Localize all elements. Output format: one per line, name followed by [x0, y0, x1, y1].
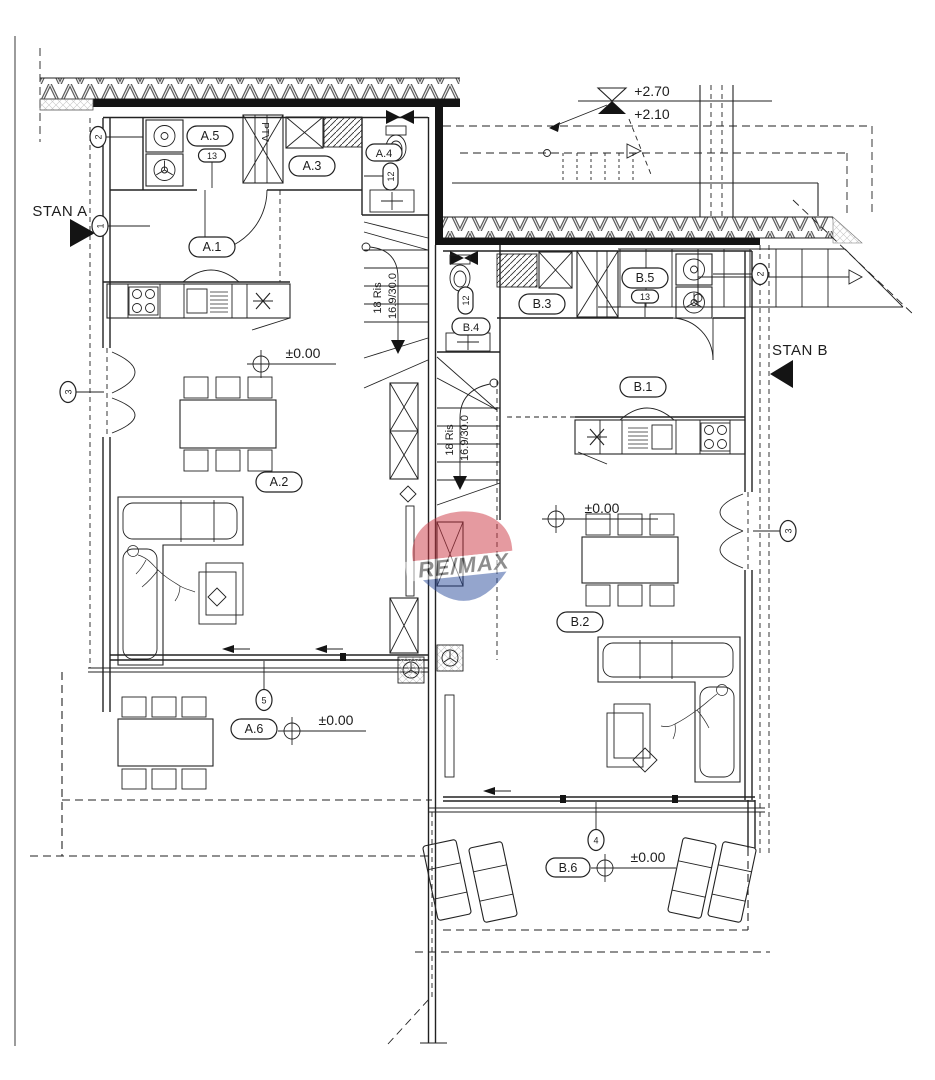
stairs-a-tread: 16.9/30.0 — [387, 273, 399, 319]
a5-appliances — [146, 120, 183, 186]
coffee-table-a — [199, 563, 243, 624]
svg-text:±0.00: ±0.00 — [630, 849, 666, 865]
terrace-table-a — [118, 697, 213, 789]
room-label-b4: B.4 — [462, 322, 480, 334]
tag-2: 2 — [93, 134, 104, 140]
room-label-b1: B.1 — [633, 380, 653, 394]
door-swing-b1 — [673, 318, 713, 360]
person-b — [661, 685, 728, 740]
terrace-a — [30, 672, 432, 856]
tag-4: 4 — [593, 835, 599, 846]
tag-2: 2 — [755, 271, 766, 277]
svg-text:±0.00: ±0.00 — [584, 500, 620, 516]
svg-text:±0.00: ±0.00 — [285, 345, 321, 361]
french-door-leaf — [112, 398, 135, 433]
person-a — [128, 546, 196, 602]
stan-a-label: STAN A — [32, 203, 88, 220]
upper-corridor — [700, 85, 733, 217]
sofa-a — [118, 497, 243, 665]
room-label-a3: A.3 — [302, 159, 322, 173]
dining-set-a — [180, 377, 276, 471]
stair-steps-dashed — [563, 153, 633, 183]
unit-a-west-wall — [90, 118, 135, 712]
tag-1: 1 — [95, 223, 106, 229]
fridge-a — [253, 293, 273, 309]
coffee-table-b — [607, 704, 657, 772]
french-door-leaf — [720, 531, 743, 568]
stairs-a-risers: 18 Ris — [372, 282, 384, 314]
french-door-leaf — [112, 352, 135, 393]
room-label-b3: B.3 — [532, 297, 552, 311]
tag-13-a: 13 — [206, 151, 218, 161]
sink-b — [652, 425, 672, 449]
vent-grille-b — [437, 645, 463, 671]
unit-b-east-wall — [720, 245, 769, 855]
fridge-b — [587, 429, 607, 445]
tag-5: 5 — [261, 695, 267, 706]
room-label-a4: A.4 — [375, 148, 393, 160]
room-label-a2: A.2 — [269, 475, 289, 489]
lounger — [422, 839, 471, 920]
stan-b-label: STAN B — [771, 342, 829, 359]
level-annotation — [578, 83, 772, 122]
tag-12-b: 12 — [461, 295, 471, 306]
room-label-a6: A.6 — [244, 722, 264, 736]
room-label-a1: A.1 — [202, 240, 222, 254]
b-wardrobe-shaft — [577, 251, 618, 317]
sliding-band-b — [428, 787, 765, 812]
benchmark-a6 — [278, 712, 366, 745]
dining-set-b — [582, 514, 678, 606]
unit-a — [30, 110, 432, 856]
level-upper-label: +2.70 — [634, 83, 670, 99]
core — [362, 222, 500, 777]
lounger — [468, 841, 517, 922]
ptv-label: PTV — [259, 122, 270, 142]
tag-13-b: 13 — [639, 292, 651, 302]
tag-3: 3 — [63, 389, 74, 395]
stairs-b-risers: 18 Ris — [444, 424, 456, 456]
sofa-b — [598, 637, 740, 782]
watermark-text: RE/MAX — [416, 548, 511, 583]
benchmark-a2 — [247, 345, 336, 378]
stan-a-arrow — [70, 219, 95, 247]
french-door-leaf — [720, 494, 743, 531]
level-landing-label: +2.10 — [634, 106, 670, 122]
sliding-band-a — [88, 645, 428, 672]
benchmark-b6 — [591, 849, 676, 882]
room-label-b5: B.5 — [635, 271, 655, 285]
stan-b-arrow — [770, 360, 793, 388]
sheet-edge — [15, 36, 40, 1046]
a3-closet — [286, 117, 362, 148]
b5-appliances — [676, 254, 712, 318]
exterior-walls-top — [40, 78, 915, 316]
vent-grille-a — [398, 657, 424, 683]
room-label-a5: A.5 — [200, 129, 220, 143]
kitchen-a — [103, 270, 290, 330]
room-label-b2: B.2 — [570, 615, 590, 629]
tag-12-a: 12 — [386, 171, 396, 182]
stairs-a — [362, 222, 428, 388]
benchmark-b2 — [542, 500, 658, 533]
room-label-b6: B.6 — [558, 861, 578, 875]
ptv-shaft — [243, 115, 283, 183]
sink-a — [187, 289, 207, 313]
kitchen-b — [507, 408, 745, 464]
b3-closet — [497, 252, 572, 288]
svg-text:±0.00: ±0.00 — [318, 712, 354, 728]
stairs-b-tread: 16.9/30.0 — [459, 415, 471, 461]
tag-3: 3 — [783, 528, 794, 534]
watermark-balloon — [400, 506, 525, 607]
terrace-b — [415, 800, 770, 952]
